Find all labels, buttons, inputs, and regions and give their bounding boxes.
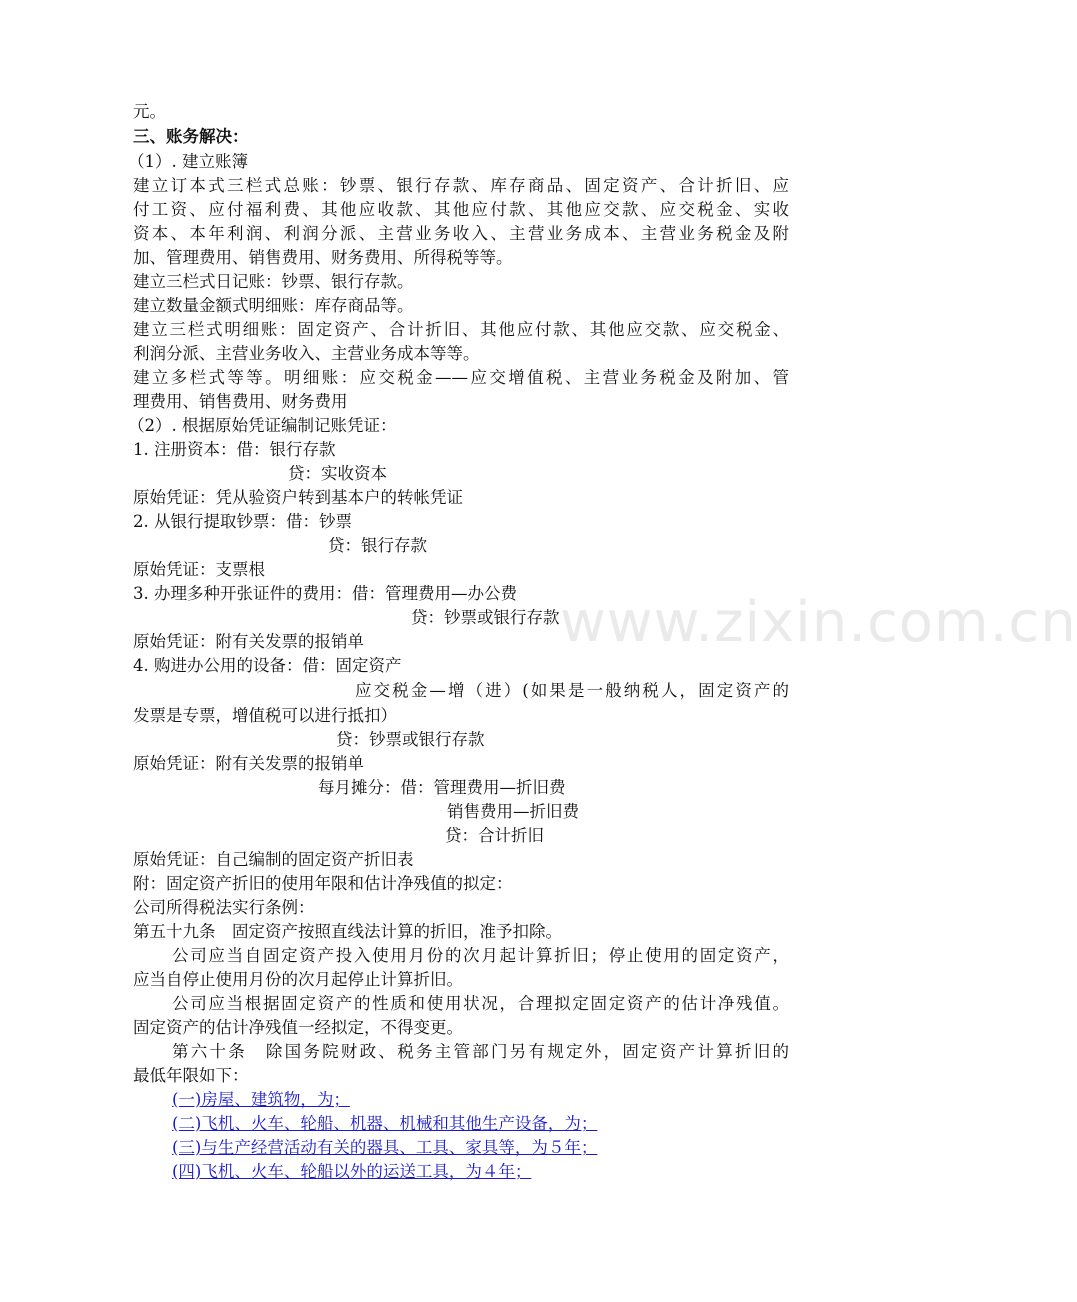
text-line: 利润分派、主营业务收入、主营业务成本等等。 — [133, 344, 480, 363]
link-item-1[interactable] — [133, 1089, 350, 1111]
text-line: 原始凭证：凭从验资户转到基本户的转帐凭证 — [133, 488, 463, 507]
text-line: 贷：钞票或银行存款 — [411, 608, 560, 627]
text-line: 贷：合计折旧 — [445, 826, 544, 845]
text-line: 建立多栏式等等。明细账：应交税金——应交增值税、主营业务税金及附加、管 — [133, 368, 789, 387]
text-line: 加、管理费用、销售费用、财务费用、所得税等等。 — [133, 248, 513, 267]
text-line: 理费用、销售费用、财务费用 — [133, 392, 348, 411]
text-line: 建立三栏式明细账：固定资产、合计折旧、其他应付款、其他应交款、应交税金、 — [133, 320, 789, 339]
paragraph-line: 公司应当自固定资产投入使用月份的次月起计算折旧；停止使用的固定资产， — [172, 946, 789, 965]
text-line: 应当自停止使用月份的次月起停止计算折旧。 — [133, 970, 463, 989]
text-line: 每月摊分：借：管理费用—折旧费 — [318, 778, 566, 797]
link-label[interactable]: (一)房屋、建筑物，为； — [172, 1090, 350, 1109]
paragraph-line: 公司应当根据固定资产的性质和使用状况，合理拟定固定资产的估计净残值。 — [172, 994, 789, 1013]
text-line: 4. 购进办公用的设备：借：固定资产 — [133, 656, 402, 675]
text-line: 元。 — [133, 102, 166, 121]
text-line: 应交税金—增（进）(如果是一般纳税人，固定资产的 — [355, 681, 789, 700]
link-label[interactable]: (二)飞机、火车、轮船、机器、机械和其他生产设备，为； — [172, 1114, 598, 1133]
text-line: 建立三栏式日记账：钞票、银行存款。 — [133, 272, 414, 291]
link-label[interactable]: (三)与生产经营活动有关的器具、工具、家具等，为５年； — [172, 1138, 598, 1157]
text-line: 2. 从银行提取钞票：借：钞票 — [133, 512, 352, 531]
text-line: 贷：实收资本 — [288, 464, 387, 483]
text-line: 3. 办理多种开张证件的费用：借：管理费用—办公费 — [133, 584, 517, 603]
text-line: 建立数量金额式明细账：库存商品等。 — [133, 296, 414, 315]
text-line: 原始凭证：附有关发票的报销单 — [133, 754, 364, 773]
text-line: 1. 注册资本：借：银行存款 — [133, 440, 336, 459]
article-heading: 第六十条 除国务院财政、税务主管部门另有规定外，固定资产计算折旧的 — [172, 1042, 789, 1061]
text-line: 贷：银行存款 — [328, 536, 427, 555]
text-line: 最低年限如下： — [133, 1066, 249, 1085]
text-line: 原始凭证：附有关发票的报销单 — [133, 632, 364, 651]
link-item-3[interactable] — [133, 1137, 597, 1159]
link-label[interactable]: (四)飞机、火车、轮船以外的运送工具，为４年； — [172, 1162, 532, 1181]
text-line: 公司所得税法实行条例： — [133, 898, 315, 917]
text-line: 附：固定资产折旧的使用年限和估计净残值的拟定： — [133, 874, 513, 893]
text-line: 付工资、应付福利费、其他应收款、其他应付款、其他应交款、应交税金、实收 — [133, 200, 789, 219]
text-line: 贷：钞票或银行存款 — [336, 730, 485, 749]
watermark: www.zixin.com.cn — [560, 590, 1077, 655]
text-line: 发票是专票，增值税可以进行抵扣） — [133, 706, 397, 725]
subsection-heading: （2）. 根据原始凭证编制记账凭证： — [128, 416, 397, 435]
text-line: 固定资产的估计净残值一经拟定，不得变更。 — [133, 1018, 463, 1037]
subsection-heading: （1）. 建立账簿 — [128, 152, 248, 171]
article-heading: 第五十九条 固定资产按照直线法计算的折旧，准予扣除。 — [133, 922, 562, 941]
text-line: 资本、本年利润、利润分派、主营业务收入、主营业务成本、主营业务税金及附 — [133, 224, 789, 243]
link-item-2[interactable] — [133, 1113, 597, 1135]
text-line: 原始凭证：支票根 — [133, 560, 265, 579]
text-line: 建立订本式三栏式总账：钞票、银行存款、库存商品、固定资产、合计折旧、应 — [133, 176, 789, 195]
section-heading: 三、账务解决： — [133, 127, 249, 146]
text-line: 原始凭证：自己编制的固定资产折旧表 — [133, 850, 414, 869]
link-item-4[interactable] — [133, 1161, 531, 1183]
text-line: 销售费用—折旧费 — [447, 802, 579, 821]
